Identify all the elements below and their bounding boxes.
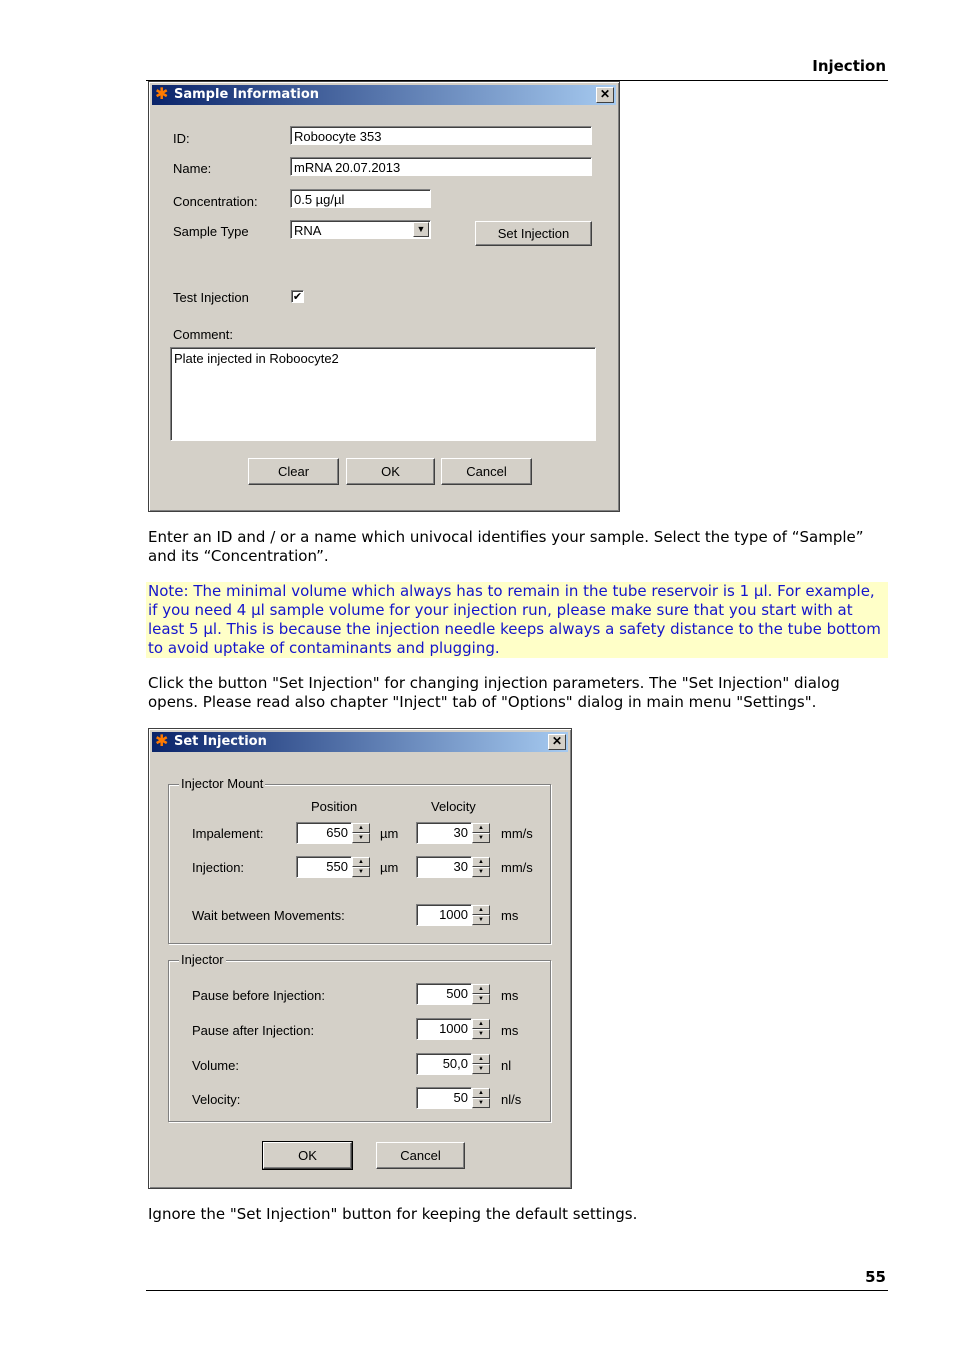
wait-between-movements-spinner[interactable]: [416, 904, 492, 926]
app-icon: ✱: [155, 86, 169, 103]
spin-down-icon[interactable]: ▼: [472, 915, 490, 925]
volume-unit: nl: [501, 1058, 512, 1073]
velocity-label: Velocity:: [192, 1092, 241, 1107]
pause-after-spinner[interactable]: [416, 1018, 492, 1040]
note-line-3: least 5 µl. This is because the injection needle keeps always a safety distance to the tube bottom: [148, 620, 881, 638]
concentration-label: Concentration:: [173, 194, 258, 209]
ok-button[interactable]: OK: [346, 458, 435, 485]
ok-button[interactable]: OK: [263, 1142, 352, 1169]
name-field[interactable]: mRNA 20.07.2013: [290, 157, 592, 176]
spin-down-icon[interactable]: ▼: [472, 833, 490, 843]
comment-label: Comment:: [173, 327, 233, 342]
volume-label: Volume:: [192, 1058, 239, 1073]
app-icon: ✱: [155, 733, 169, 750]
intro-line-1: Enter an ID and / or a name which univocal identifies your sample. Select the type of “Sample”: [148, 528, 864, 546]
injection-position-spinner[interactable]: [296, 856, 372, 878]
velocity-value[interactable]: 50: [416, 1087, 472, 1109]
impalement-velocity-unit: mm/s: [501, 826, 533, 841]
impalement-position-spinner[interactable]: [296, 822, 372, 844]
volume-spinner[interactable]: [416, 1053, 492, 1075]
injection-velocity-spinner[interactable]: [416, 856, 492, 878]
note-line-4: to avoid uptake of contaminants and plugging.: [148, 639, 500, 657]
close-icon[interactable]: ✕: [596, 87, 614, 103]
wait-unit: ms: [501, 908, 519, 923]
velocity-spinner[interactable]: [416, 1087, 492, 1109]
impalement-label: Impalement:: [192, 826, 264, 841]
wait-between-movements-value[interactable]: 1000: [416, 904, 472, 926]
spin-down-icon[interactable]: ▼: [352, 833, 370, 843]
pause-before-label: Pause before Injection:: [192, 988, 325, 1003]
clear-button[interactable]: Clear: [248, 458, 339, 485]
spin-up-icon[interactable]: ▲: [472, 984, 490, 994]
close-icon[interactable]: ✕: [548, 734, 566, 750]
velocity-header: Velocity: [431, 799, 476, 814]
cancel-button[interactable]: Cancel: [441, 458, 532, 485]
pause-before-spinner[interactable]: [416, 983, 492, 1005]
ignore-paragraph: Ignore the "Set Injection" button for keeping the default settings.: [148, 1205, 638, 1223]
spin-up-icon[interactable]: ▲: [472, 857, 490, 867]
spin-up-icon[interactable]: ▲: [472, 1019, 490, 1029]
injector-mount-group: [168, 776, 551, 944]
injector-group: [168, 952, 551, 1122]
pause-after-value[interactable]: 1000: [416, 1018, 472, 1040]
spin-down-icon[interactable]: ▼: [472, 1098, 490, 1108]
test-injection-checkbox[interactable]: [291, 290, 304, 303]
test-injection-label: Test Injection: [173, 290, 249, 305]
spin-up-icon[interactable]: ▲: [472, 1088, 490, 1098]
checkmark-icon: ✔: [292, 291, 303, 303]
injection-velocity-value[interactable]: 30: [416, 856, 472, 878]
impalement-velocity-value[interactable]: 30: [416, 822, 472, 844]
intro-line-2: and its “Concentration”.: [148, 547, 329, 565]
chevron-down-icon[interactable]: ▼: [413, 222, 429, 237]
injection-position-value[interactable]: 550: [296, 856, 352, 878]
set-injection-paragraph: [148, 674, 886, 712]
pause-after-unit: ms: [501, 1023, 519, 1038]
sample-type-value: RNA: [294, 223, 322, 238]
note-box: [146, 582, 888, 658]
volume-value[interactable]: 50,0: [416, 1053, 472, 1075]
spin-up-icon[interactable]: ▲: [472, 1054, 490, 1064]
position-header: Position: [311, 799, 358, 814]
intro-paragraph: [148, 528, 886, 566]
name-label: Name:: [173, 161, 212, 176]
sample-information-dialog: [148, 81, 620, 512]
pause-before-value[interactable]: 500: [416, 983, 472, 1005]
injector-mount-title: Injector Mount: [181, 776, 264, 791]
impalement-position-unit: µm: [380, 826, 399, 841]
concentration-field[interactable]: 0.5 µg/µl: [290, 189, 431, 208]
impalement-position-value[interactable]: 650: [296, 822, 352, 844]
dialog-title: Set Injection: [174, 734, 267, 749]
impalement-velocity-spinner[interactable]: [416, 822, 492, 844]
page-header-title: Injection: [812, 57, 886, 75]
injection-position-unit: µm: [380, 860, 399, 875]
set-injection-line-1: Click the button "Set Injection" for changing injection parameters. The "Set Injection" dialog: [148, 674, 840, 692]
cancel-button[interactable]: Cancel: [376, 1142, 465, 1169]
pause-before-unit: ms: [501, 988, 519, 1003]
set-injection-dialog: [148, 728, 572, 1189]
injection-velocity-unit: mm/s: [501, 860, 533, 875]
injection-label: Injection:: [192, 860, 245, 875]
dialog-titlebar[interactable]: [152, 732, 568, 752]
spin-up-icon[interactable]: ▲: [472, 905, 490, 915]
spin-down-icon[interactable]: ▼: [472, 1064, 490, 1074]
set-injection-line-2: opens. Please read also chapter "Inject" tab of "Options" dialog in main menu "Settings".: [148, 693, 817, 711]
dialog-title: Sample Information: [174, 87, 320, 102]
sample-type-select[interactable]: [290, 220, 431, 239]
sample-type-label: Sample Type: [173, 224, 249, 239]
spin-up-icon[interactable]: ▲: [352, 823, 370, 833]
dialog-titlebar[interactable]: [152, 85, 616, 105]
spin-down-icon[interactable]: ▼: [472, 994, 490, 1004]
spin-up-icon[interactable]: ▲: [472, 823, 490, 833]
spin-up-icon[interactable]: ▲: [352, 857, 370, 867]
page-number: 55: [865, 1268, 886, 1286]
spin-down-icon[interactable]: ▼: [472, 1029, 490, 1039]
note-line-2: if you need 4 µl sample volume for your injection run, please make sure that you start with at: [148, 601, 853, 619]
spin-down-icon[interactable]: ▼: [352, 867, 370, 877]
spin-down-icon[interactable]: ▼: [472, 867, 490, 877]
note-line-1: Note: The minimal volume which always has to remain in the tube reservoir is 1 µl. For example,: [148, 582, 875, 600]
id-field[interactable]: Roboocyte 353: [290, 126, 592, 145]
velocity-unit: nl/s: [501, 1092, 522, 1107]
wait-between-movements-label: Wait between Movements:: [192, 908, 345, 923]
set-injection-button[interactable]: Set Injection: [475, 221, 592, 246]
pause-after-label: Pause after Injection:: [192, 1023, 315, 1038]
injector-title: Injector: [181, 952, 224, 967]
comment-textarea[interactable]: Plate injected in Roboocyte2: [170, 347, 596, 441]
footer-rule: [146, 1290, 888, 1291]
id-label: ID:: [173, 131, 190, 146]
